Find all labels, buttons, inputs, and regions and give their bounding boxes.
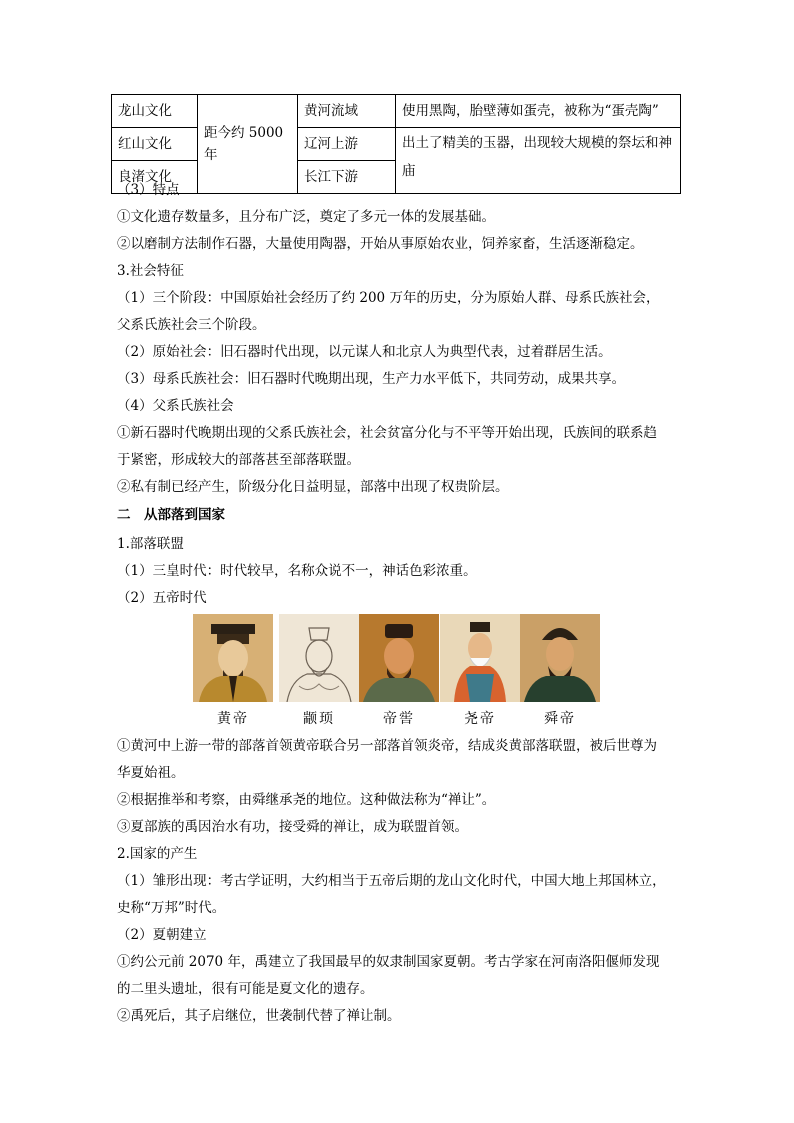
- shundi-portrait-icon: [520, 614, 600, 702]
- text-line: （3）母系氏族社会：旧石器时代晚期出现，生产力水平低下，共同劳动，成果共享。: [117, 371, 626, 387]
- text-line: ②根据推举和考察，由舜继承尧的地位。这种做法称为“禅让”。: [117, 792, 496, 808]
- text-line: 父系氏族社会三个阶段。: [117, 317, 266, 333]
- text-line: 华夏始祖。: [117, 765, 185, 781]
- diku-portrait-icon: [359, 614, 439, 702]
- text-line: ①文化遗存数量多，且分布广泛，奠定了多元一体的发展基础。: [117, 209, 495, 225]
- portrait-shundi: [520, 614, 600, 702]
- caption-huangdi: 黄帝: [217, 711, 249, 727]
- feature-cell: 使用黑陶，胎壁薄如蛋壳，被称为“蛋壳陶”: [396, 95, 681, 128]
- text-line: （1）三个阶段：中国原始社会经历了约 200 万年的历史，分为原始人群、母系氏族社会，: [117, 290, 660, 306]
- text-line: （1）三皇时代：时代较早，名称众说不一，神话色彩浓重。: [117, 563, 477, 579]
- culture-name: 良渚文化: [112, 161, 198, 194]
- portrait-yaodi: [440, 614, 520, 702]
- text-line: ②私有制已经产生，阶级分化日益明显，部落中出现了权贵阶层。: [117, 479, 509, 495]
- section-heading: 1.部落联盟: [117, 536, 184, 552]
- feature-cell: 出土了精美的玉器，出现较大规模的祭坛和神庙: [396, 128, 681, 194]
- culture-table: [111, 94, 681, 194]
- text-line: ①约公元前 2070 年，禹建立了我国最早的奴隶制国家夏朝。考古学家在河南洛阳偃师发现: [117, 954, 660, 970]
- section-subheading: （4）父系氏族社会: [117, 398, 234, 414]
- text-line: （1）雏形出现：考古学证明，大约相当于五帝后期的龙山文化时代，中国大地上邦国林立，: [117, 873, 666, 889]
- caption-zhuanxu: 颛顼: [303, 711, 335, 727]
- text-line: 的二里头遗址，很有可能是夏文化的遗存。: [117, 981, 374, 997]
- region-cell: 黄河流域: [298, 95, 396, 128]
- text-line: ①新石器时代晚期出现的父系氏族社会，社会贫富分化与不平等开始出现，氏族间的联系趋: [117, 425, 657, 441]
- portrait-huangdi: [193, 614, 273, 702]
- section-heading: 3.社会特征: [117, 263, 184, 279]
- text-line: 于紧密，形成较大的部落甚至部落联盟。: [117, 452, 360, 468]
- culture-name: 红山文化: [112, 128, 198, 161]
- text-line: ②以磨制方法制作石器，大量使用陶器，开始从事原始农业，饲养家畜，生活逐渐稳定。: [117, 236, 644, 252]
- culture-name: 龙山文化: [112, 95, 198, 128]
- zhuanxu-portrait-icon: [279, 614, 359, 702]
- section-heading: 2.国家的产生: [117, 846, 198, 862]
- section-subheading: （3）特点: [117, 182, 180, 198]
- section-subheading: （2）五帝时代: [117, 590, 207, 606]
- portrait-diku: [359, 614, 439, 702]
- caption-diku: 帝喾: [383, 711, 415, 727]
- text-line: 史称“万邦”时代。: [117, 900, 226, 916]
- text-line: ②禹死后，其子启继位，世袭制代替了禅让制。: [117, 1008, 401, 1024]
- text-line: ①黄河中上游一带的部落首领黄帝联合另一部落首领炎帝，结成炎黄部落联盟，被后世尊为: [117, 738, 657, 754]
- region-cell: 辽河上游: [298, 128, 396, 161]
- table-row: [112, 95, 681, 128]
- text-line: ③夏部族的禹因治水有功，接受舜的禅让，成为联盟首领。: [117, 819, 468, 835]
- yaodi-portrait-icon: [440, 614, 520, 702]
- table-row: [112, 128, 681, 161]
- portrait-zhuanxu: [279, 614, 359, 702]
- section-subheading: （2）夏朝建立: [117, 927, 207, 943]
- huangdi-portrait-icon: [193, 614, 273, 702]
- text-line: （2）原始社会：旧石器时代出现，以元谋人和北京人为典型代表，过着群居生活。: [117, 344, 612, 360]
- caption-yaodi: 尧帝: [464, 711, 496, 727]
- period-cell: 距今约 5000 年: [198, 95, 298, 194]
- region-cell: 长江下游: [298, 161, 396, 194]
- part-heading: 二 从部落到国家: [117, 507, 225, 523]
- caption-shundi: 舜帝: [544, 711, 576, 727]
